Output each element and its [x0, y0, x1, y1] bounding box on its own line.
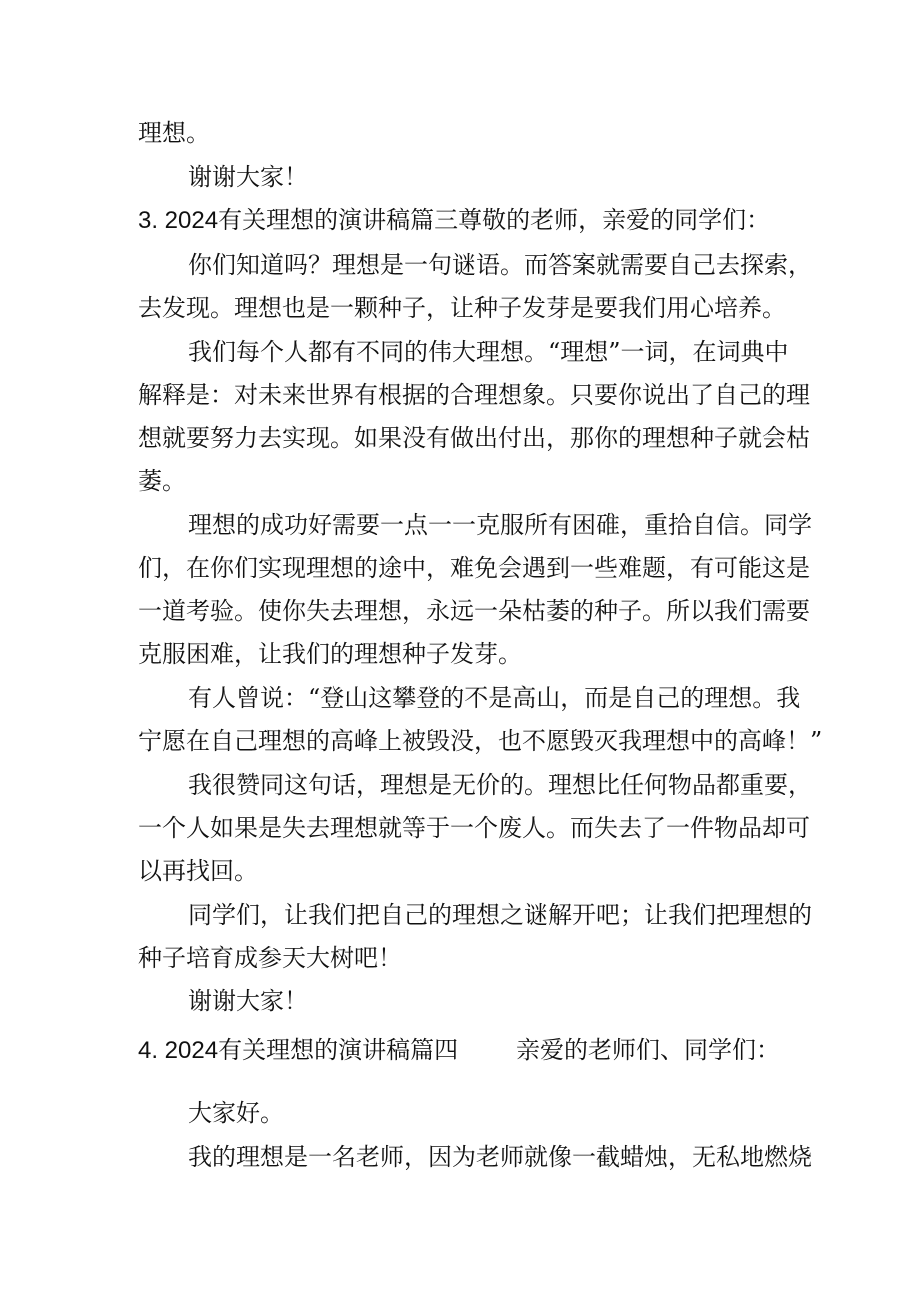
section-heading-4-salutation: 亲爱的老师们、同学们： [516, 1037, 780, 1064]
section-heading-4: 4. 2024有关理想的演讲稿篇四 [138, 1037, 459, 1064]
paragraph-line: 解释是：对未来世界有根据的合理想象。只要你说出了自己的理 [138, 381, 810, 409]
paragraph-line: 你们知道吗？理想是一句谜语。而答案就需要自己去探索， [188, 251, 812, 279]
paragraph-line: 理想。 [138, 119, 210, 147]
paragraph-line: 谢谢大家！ [188, 163, 308, 191]
paragraph-line: 宁愿在自己理想的高峰上被毁没，也不愿毁灭我理想中的高峰！” [138, 727, 823, 755]
section-heading-3: 3. 2024有关理想的演讲稿篇三尊敬的老师，亲爱的同学们： [138, 207, 771, 234]
paragraph-line: 一个人如果是失去理想就等于一个废人。而失去了一件物品却可 [138, 814, 810, 842]
paragraph-line: 我们每个人都有不同的伟大理想。“理想”一词，在词典中 [188, 338, 789, 366]
paragraph-line: 以再找回。 [138, 857, 258, 885]
paragraph-line: 萎。 [138, 467, 186, 495]
paragraph-line: 想就要努力去实现。如果没有做出付出，那你的理想种子就会枯 [138, 424, 810, 452]
paragraph-line: 大家好。 [188, 1099, 284, 1127]
paragraph-line: 谢谢大家！ [188, 987, 308, 1015]
paragraph-line: 去发现。理想也是一颗种子，让种子发芽是要我们用心培养。 [138, 294, 786, 322]
paragraph-line: 我很赞同这句话，理想是无价的。理想比任何物品都重要， [188, 771, 812, 799]
paragraph-line: 理想的成功好需要一点一一克服所有困碓，重拾自信。同学 [188, 511, 812, 539]
paragraph-line: 种子培育成参天大树吧！ [138, 944, 402, 972]
paragraph-line: 一道考验。使你失去理想，永远一朵枯萎的种子。所以我们需要 [138, 597, 810, 625]
paragraph-line: 有人曾说：“登山这攀登的不是高山，而是自己的理想。我 [188, 684, 801, 712]
paragraph-line: 们，在你们实现理想的途中，难免会遇到一些难题，有可能这是 [138, 554, 810, 582]
paragraph-line: 克服困难，让我们的理想种子发芽。 [138, 640, 522, 668]
paragraph-line: 我的理想是一名老师，因为老师就像一截蜡烛，无私地燃烧 [188, 1143, 812, 1171]
paragraph-line: 同学们，让我们把自己的理想之谜解开吧；让我们把理想的 [188, 901, 812, 929]
